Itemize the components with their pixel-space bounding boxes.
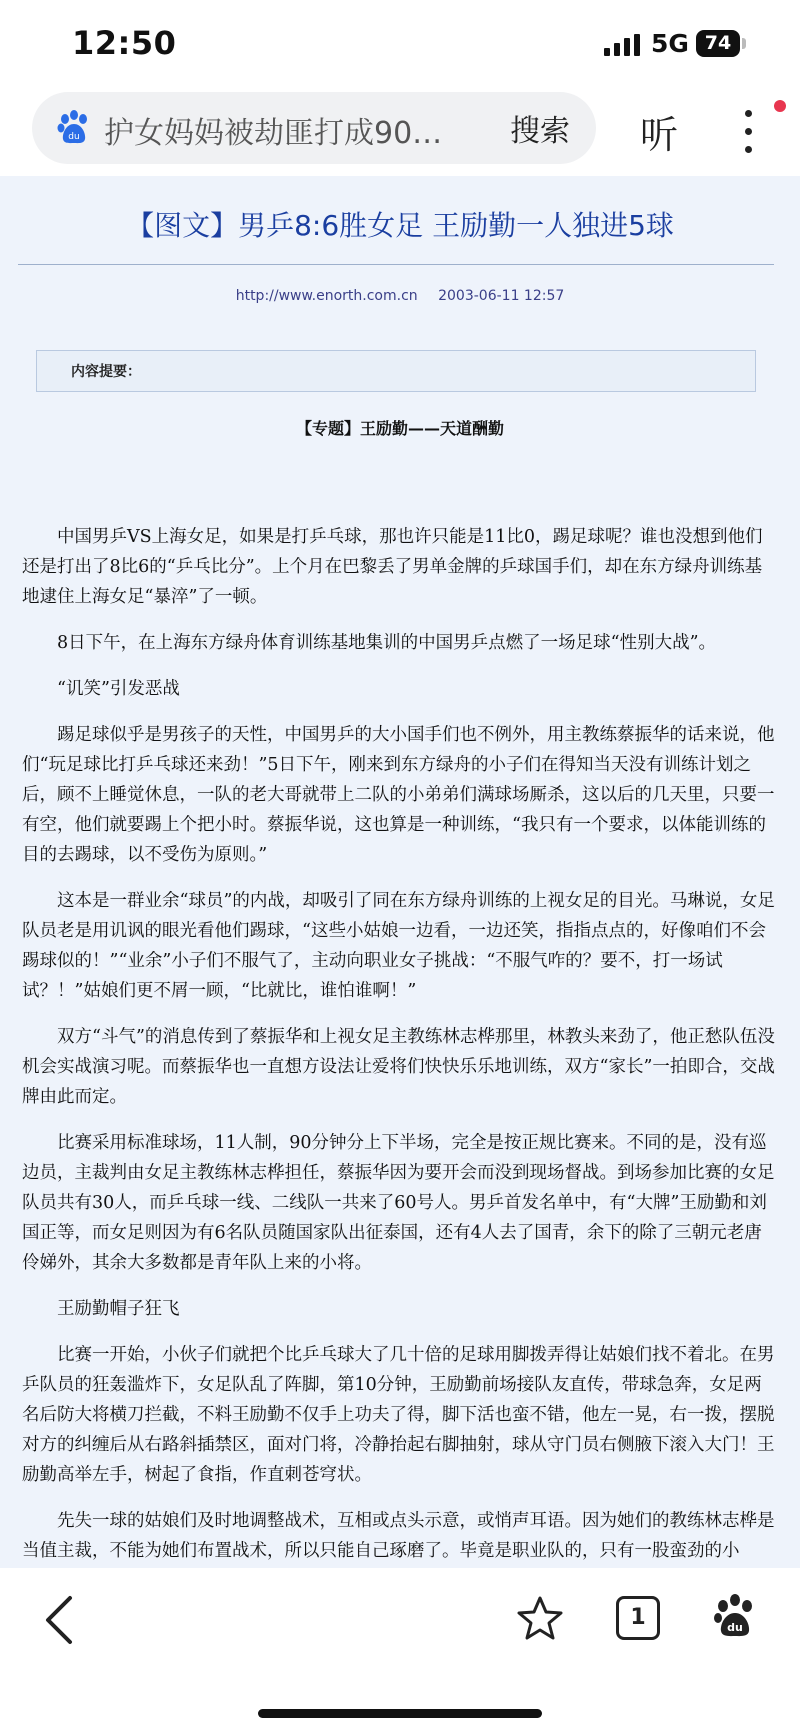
web-page-content — [0, 176, 800, 1568]
topic-link[interactable]: 【专题】王励勤——天道酬勤 — [295, 419, 504, 438]
battery-tip — [742, 38, 746, 49]
notification-dot — [774, 100, 786, 112]
svg-text:du: du — [727, 1621, 743, 1634]
browser-search-bar — [0, 90, 800, 176]
article-paragraph: 8日下午，在上海东方绿舟体育训练基地集训的中国男乒点燃了一场足球“性别大战”。 — [57, 633, 717, 653]
battery-icon: 74 — [696, 30, 740, 57]
more-menu-icon[interactable] — [740, 108, 756, 156]
status-bar — [0, 0, 800, 90]
summary-label: 内容提要： — [71, 364, 141, 380]
baidu-home-icon[interactable] — [712, 1594, 758, 1640]
article-datetime: 2003-06-11 12:57 — [438, 288, 565, 304]
baidu-paw-icon — [56, 110, 92, 146]
back-icon[interactable] — [42, 1594, 76, 1646]
search-query-text: 护女妈妈被劫匪打成90… — [104, 116, 443, 151]
summary-box — [36, 350, 756, 392]
article-subheading: “讥笑”引发恶战 — [57, 679, 180, 699]
home-indicator — [258, 1709, 542, 1718]
bottom-toolbar — [0, 1568, 800, 1731]
search-input[interactable] — [32, 92, 596, 164]
svg-text:du: du — [68, 132, 80, 142]
article-paragraph: 先失一球的姑娘们及时地调整战术，互相或点头示意，或悄声耳语。因为她们的教练林志桦是当值主裁，不能为她们布置战术，所以只能自己琢磨了。毕竟是职业队的，只有一股蛮劲的小 — [22, 1511, 775, 1561]
article-title: 【图文】男乒8:6胜女足 王励勤一人独进5球 — [126, 209, 674, 242]
article-paragraph: 中国男乒VS上海女足，如果是打乒乓球，那也许只能是11比0，踢足球呢？谁也没想到他们还是打出了8比6的“乒乓比分”。上个月在巴黎丢了男单金牌的乒球国手们，却在东方绿舟训练基地逮住上海女足“暴淬”了一顿。 — [22, 527, 763, 607]
article-meta — [0, 288, 800, 304]
article-paragraph: 这本是一群业余“球员”的内战，却吸引了同在东方绿舟训练的上视女足的目光。马琳说，女足队员老是用讥讽的眼光看他们踢球，“这些小姑娘一边看，一边还笑，指指点点的，好像咱们不会踢球似的！”“业余”小子们不服气了，主动向职业女子挑战：“不服气咋的？要不，打一场试试？！”姑娘们更不屑一顾，“比就比，谁怕谁啊！” — [22, 891, 775, 1001]
article-source-link[interactable]: http://www.enorth.com.cn — [235, 288, 418, 304]
listen-button[interactable]: 听 — [640, 113, 679, 157]
article-paragraph: 比赛采用标准球场，11人制，90分钟分上下半场，完全是按正规比赛来。不同的是，没有巡边员，主裁判由女足主教练林志桦担任，蔡振华因为要开会而没到现场督战。到场参加比赛的女足队员共有30人，而乒乓球一线、二线队一共来了60号人。男乒首发名单中，有“大牌”王励勤和刘国正等，而女足则因为有6名队员随国家队出征泰国，还有4人去了国青，余下的除了三朝元老唐伶娣外，其余大多数都是青年队上来的小将。 — [22, 1133, 775, 1273]
favorite-star-icon[interactable] — [516, 1594, 564, 1642]
article-paragraph: 比赛一开始，小伙子们就把个比乒乓球大了几十倍的足球用脚拨弄得让姑娘们找不着北。在男乒队员的狂轰滥炸下，女足队乱了阵脚，第10分钟，王励勤前场接队友直传，带球急奔，女足两名后防大将横刀拦截，不料王励勤不仅手上功夫了得，脚下活也蛮不错，他左一晃，右一拨，摆脱对方的纠缠后从右路斜插禁区，面对门将，冷静抬起右脚抽射，球从守门员右侧腋下滚入大门！王励勤高举左手，树起了食指，作直刺苍穹状。 — [22, 1345, 775, 1485]
network-type: 5G — [651, 29, 689, 58]
tabs-count-button[interactable]: 1 — [616, 1596, 660, 1640]
article-subheading: 王励勤帽子狂飞 — [57, 1299, 180, 1319]
search-button[interactable]: 搜索 — [510, 114, 570, 149]
status-time: 12:50 — [72, 24, 177, 62]
article-body — [22, 522, 778, 1568]
article-paragraph: 踢足球似乎是男孩子的天性，中国男乒的大小国手们也不例外，用主教练蔡振华的话来说，他们“玩足球比打乒乓球还来劲！”5日下午，刚来到东方绿舟的小子们在得知当天没有训练计划之后，顾不上睡觉休息，一队的老大哥就带上二队的小弟弟们满球场厮杀，这以后的几天里，只要一有空，他们就要踢上个把小时。蔡振华说，这也算是一种训练，“我只有一个要求，以体能训练的目的去踢球，以不受伤为原则。” — [22, 725, 775, 865]
title-divider — [18, 264, 774, 265]
signal-icon — [604, 34, 640, 56]
article-paragraph: 双方“斗气”的消息传到了蔡振华和上视女足主教练林志桦那里，林教头来劲了，他正愁队伍没机会实战演习呢。而蔡振华也一直想方设法让爱将们快快乐乐地训练，双方“家长”一拍即合，交战牌由此而定。 — [22, 1027, 775, 1107]
